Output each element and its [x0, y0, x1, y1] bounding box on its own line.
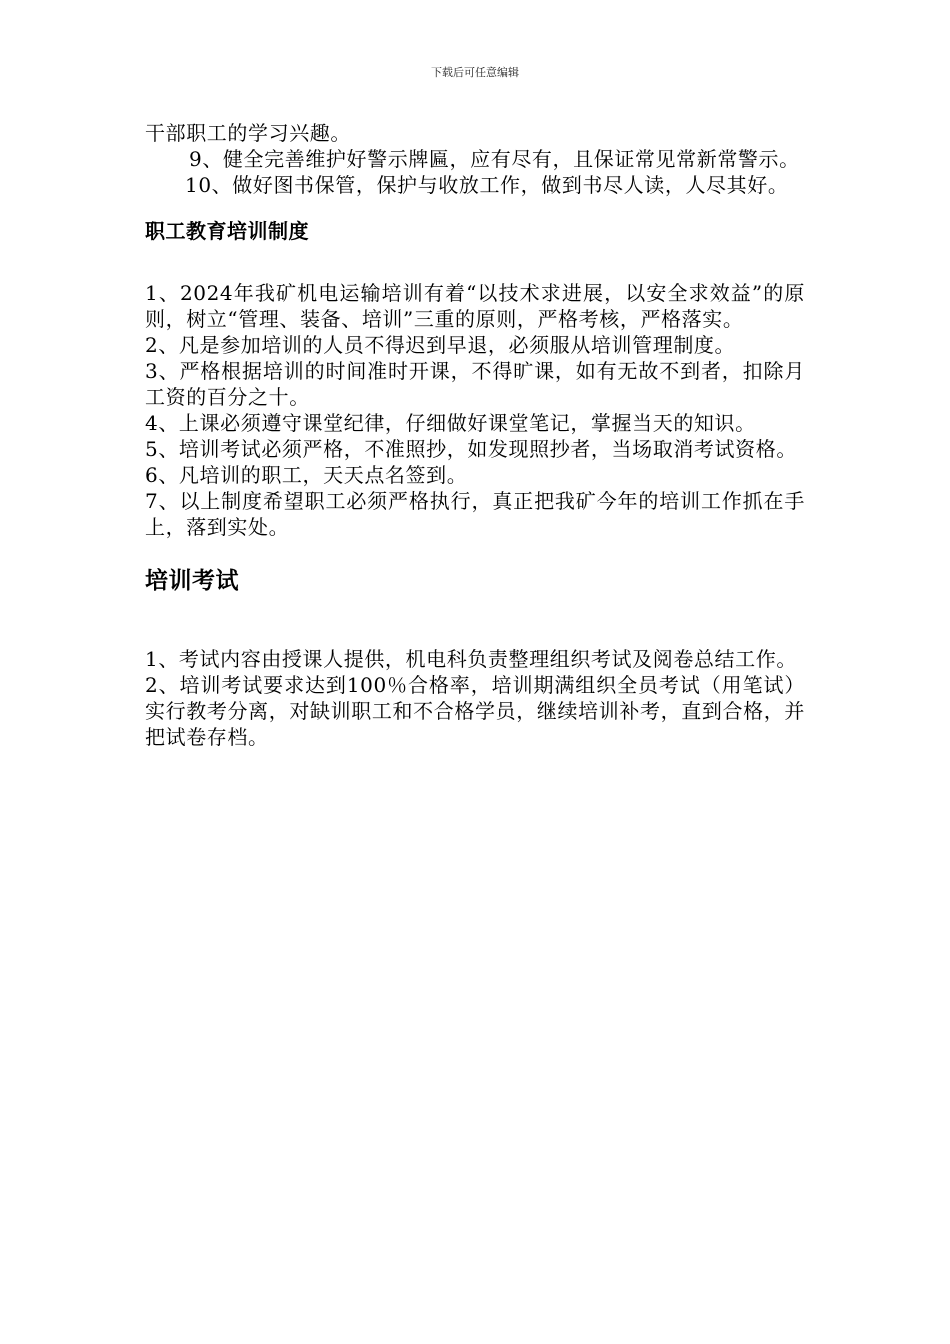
- education-item-4: 4、上课必须遵守课堂纪律，仔细做好课堂笔记，掌握当天的知识。: [145, 411, 756, 435]
- exam-item-2: 2、培训考试要求达到100％合格率，培训期满组织全员考试（用笔试）实行教考分离，对缺训职工和不合格学员，继续培训补考，直到合格，并把试卷存档。: [145, 673, 805, 749]
- education-item-1: 1、2024年我矿机电运输培训有着“以技术求进展，以安全求效益”的原则，树立“管理、装备、培训”三重的原则，严格考核，严格落实。: [145, 281, 805, 331]
- paragraph-item-9: 9、健全完善维护好警示牌匾，应有尽有，且保证常见常新常警示。: [189, 147, 800, 171]
- education-item-5: 5、培训考试必须严格，不准照抄，如发现照抄者，当场取消考试资格。: [145, 437, 797, 461]
- education-item-6: 6、凡培训的职工，天天点名签到。: [145, 463, 468, 487]
- education-item-3: 3、严格根据培训的时间准时开课，不得旷课，如有无故不到者，扣除月工资的百分之十。: [145, 359, 805, 409]
- document-body: [145, 120, 805, 750]
- education-item-2: 2、凡是参加培训的人员不得迟到早退，必须服从培训管理制度。: [145, 333, 736, 357]
- paragraph-continuation: 干部职工的学习兴趣。: [145, 121, 351, 145]
- page-header: 下载后可任意编辑: [431, 66, 519, 79]
- paragraph-item-10: 10、做好图书保管，保护与收放工作，做到书尽人读，人尽其好。: [185, 173, 789, 197]
- exam-item-1: 1、考试内容由授课人提供，机电科负责整理组织考试及阅卷总结工作。: [145, 647, 797, 671]
- section-heading-exam: 培训考试: [145, 568, 239, 594]
- section-heading-education: 职工教育培训制度: [145, 219, 309, 243]
- education-item-7: 7、以上制度希望职工必须严格执行，真正把我矿今年的培训工作抓在手上，落到实处。: [145, 489, 805, 539]
